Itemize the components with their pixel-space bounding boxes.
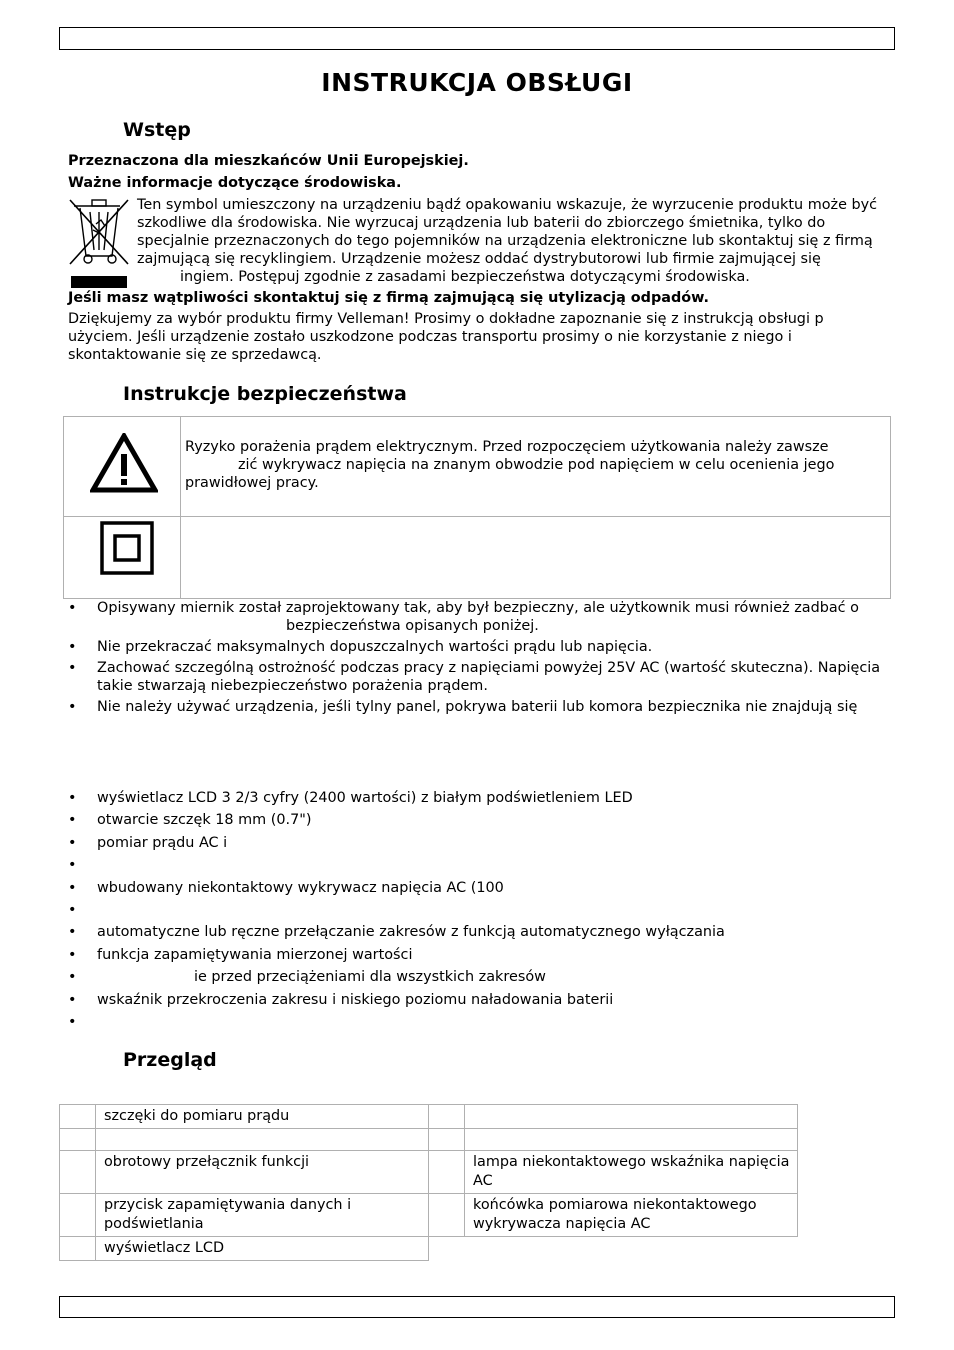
warning-triangle-icon <box>90 433 158 493</box>
weee-line: Ten symbol umieszczony na urządzeniu bądź opakowaniu wskazuje, że wyrzucenie produktu może być <box>137 197 878 213</box>
overview-heading: Przegląd <box>123 1049 217 1071</box>
safety-heading: Instrukcje bezpieczeństwa <box>123 383 407 405</box>
part-number-cell <box>60 1237 96 1261</box>
page-header-box <box>59 27 895 50</box>
part-number-cell <box>429 1129 465 1151</box>
table-row <box>60 1129 798 1151</box>
part-name-cell: wyświetlacz LCD <box>96 1237 429 1261</box>
safety-symbols-table <box>63 416 891 599</box>
thanks-line: Dziękujemy za wybór produktu firmy Velleman! Prosimy o dokładne zapoznanie się z instrukcją obsługi p <box>68 311 824 327</box>
part-number-cell <box>60 1151 96 1194</box>
table-row <box>60 1105 798 1129</box>
part-name-cell <box>465 1105 798 1129</box>
shock-warning-cell <box>181 417 891 517</box>
list-item: • Nie przekraczać maksymalnych dopuszczalnych wartości prądu lub napięcia. <box>68 638 898 656</box>
list-item: • wyświetlacz LCD 3 2/3 cyfry (2400 wartości) z białym podświetleniem LED <box>68 789 898 807</box>
shock-warning-line: Ryzyko porażenia prądem elektrycznym. Przed rozpoczęciem użytkowania należy zawsze <box>185 439 829 455</box>
weee-line: zajmującą się recyklingiem. Urządzenie możesz oddać dystrybutorowi lub firmie zajmującej się <box>137 251 821 267</box>
list-item: • automatyczne lub ręczne przełączanie zakresów z funkcją automatycznego wyłączania <box>68 923 898 941</box>
part-number-cell <box>429 1105 465 1129</box>
part-number-cell <box>60 1105 96 1129</box>
part-number-cell <box>60 1194 96 1237</box>
table-row <box>60 1151 798 1194</box>
shock-warning-line: prawidłowej pracy. <box>185 475 319 491</box>
table-row <box>60 1194 798 1237</box>
list-item: • otwarcie szczęk 18 mm (0.7") <box>68 811 898 829</box>
safety-bullet-list <box>68 599 898 716</box>
shock-warning-line: zić wykrywacz napięcia na znanym obwodzie pod napięciem w celu ocenienia jego <box>238 457 835 473</box>
features-list <box>68 789 898 1031</box>
part-name-cell: obrotowy przełącznik funkcji <box>96 1151 429 1194</box>
double-insulation-symbol-cell <box>64 517 181 599</box>
part-name-cell <box>465 1129 798 1151</box>
list-item <box>68 1013 898 1031</box>
document-title: INSTRUKCJA OBSŁUGI <box>321 68 633 97</box>
part-name-cell: lampa niekontaktowego wskaźnika napięcia AC <box>465 1151 798 1194</box>
thanks-line: użyciem. Jeśli urządzenie zostało uszkodzone podczas transportu prosimy o nie korzystanie z niego i <box>68 329 792 345</box>
list-item: • wbudowany niekontaktowy wykrywacz napięcia AC (100 <box>68 879 898 897</box>
eu-notice: Przeznaczona dla mieszkańców Unii Europejskiej. <box>68 153 469 169</box>
double-insulation-text-cell <box>181 517 891 599</box>
list-item: • Opisywany miernik został zaprojektowany tak, aby był bezpieczny, ale użytkownik musi również zadbać o bezpieczeństwa opisanych poniżej. <box>68 599 898 635</box>
warning-symbol-cell <box>64 417 181 517</box>
intro-heading: Wstęp <box>123 119 191 141</box>
list-item: • wskaźnik przekroczenia zakresu i niskiego poziomu naładowania baterii <box>68 991 898 1009</box>
part-number-cell <box>60 1129 96 1151</box>
table-row <box>60 1237 798 1261</box>
list-item: • ie przed przeciążeniami dla wszystkich zakresów <box>68 968 898 986</box>
list-item: • funkcja zapamiętywania mierzonej wartości <box>68 946 898 964</box>
double-insulation-icon <box>100 521 154 575</box>
part-name-cell: końcówka pomiarowa niekontaktowego wykrywacza napięcia AC <box>465 1194 798 1237</box>
part-name-cell <box>96 1129 429 1151</box>
weee-line: specjalnie przeznaczonych do tego pojemników na urządzenia elektroniczne lub skontaktuj się z firmą <box>137 233 873 249</box>
part-name-cell: przycisk zapamiętywania danych i podświetlania <box>96 1194 429 1237</box>
part-number-cell <box>429 1151 465 1194</box>
overview-parts-table <box>59 1104 798 1261</box>
list-item: • Nie należy używać urządzenia, jeśli tylny panel, pokrywa baterii lub komora bezpiecznika nie znajdują się <box>68 698 898 716</box>
list-item <box>68 901 898 919</box>
weee-line: ingiem. Postępuj zgodnie z zasadami bezpieczeństwa dotyczącymi środowiska. <box>180 269 750 285</box>
disposal-doubt-notice: Jeśli masz wątpliwości skontaktuj się z firmą zajmującą się utylizacją odpadów. <box>68 290 710 306</box>
weee-text-block <box>137 196 877 286</box>
page-footer-box <box>59 1296 895 1318</box>
part-name-cell: szczęki do pomiaru prądu <box>96 1105 429 1129</box>
weee-bin-icon <box>68 196 132 292</box>
list-item: • pomiar prądu AC i <box>68 834 898 852</box>
list-item <box>68 856 898 874</box>
environment-notice: Ważne informacje dotyczące środowiska. <box>68 175 402 191</box>
list-item: • Zachować szczególną ostrożność podczas pracy z napięciami powyżej 25V AC (wartość skuteczna). Napięcia takie stwarzają niebezpieczeństwo porażenia prądem. <box>68 659 898 695</box>
part-number-cell <box>429 1194 465 1237</box>
weee-line: szkodliwe dla środowiska. Nie wyrzucaj urządzenia lub baterii do zbiorczego śmietnika, tylko do <box>137 215 826 231</box>
thanks-line: skontaktowanie się ze sprzedawcą. <box>68 347 322 363</box>
